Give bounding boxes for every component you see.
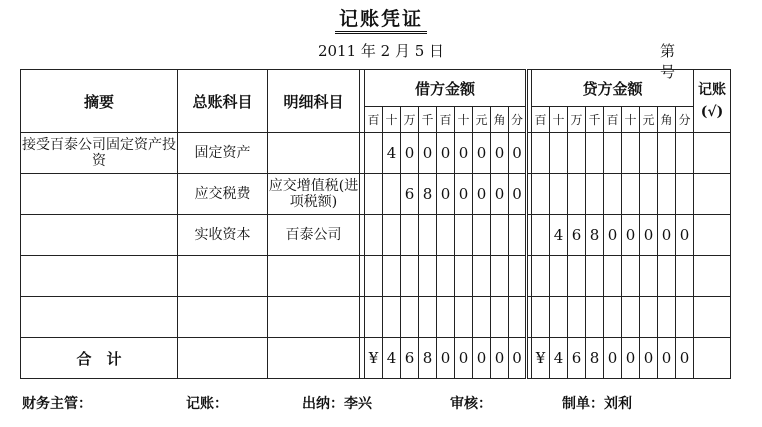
debit-digit-4 (437, 215, 455, 256)
credit-digit-7: 0 (658, 215, 676, 256)
debit-digit-8 (509, 215, 527, 256)
debit-unit-3: 千 (419, 107, 437, 133)
general-account-cell: 实收资本 (178, 215, 268, 256)
credit-unit-6: 元 (640, 107, 658, 133)
debit-total-digit-8: 0 (509, 338, 527, 379)
credit-digit-4 (604, 256, 622, 297)
debit-digit-1 (383, 215, 401, 256)
posted-header (694, 70, 731, 133)
debit-total-digit-2: 6 (401, 338, 419, 379)
credit-digit-0 (532, 215, 550, 256)
debit-digit-3: 8 (419, 174, 437, 215)
credit-total-digit-2: 6 (568, 338, 586, 379)
credit-digit-5 (622, 174, 640, 215)
debit-digit-4 (437, 256, 455, 297)
posted-cell[interactable] (694, 256, 731, 297)
credit-digit-1 (550, 133, 568, 174)
debit-digit-0 (365, 256, 383, 297)
credit-digit-8 (676, 174, 694, 215)
credit-digit-8 (676, 297, 694, 338)
bookkeeper-label: 记账： (186, 396, 228, 412)
debit-digit-5: 0 (455, 174, 473, 215)
summary-cell (21, 174, 178, 215)
credit-digit-4: 0 (604, 215, 622, 256)
credit-digit-6 (640, 256, 658, 297)
general-account-cell (178, 297, 268, 338)
debit-digit-7 (491, 256, 509, 297)
debit-total-digit-4: 0 (437, 338, 455, 379)
credit-digit-8 (676, 133, 694, 174)
debit-unit-5: 十 (455, 107, 473, 133)
posted-check-mark: (√) (700, 104, 724, 120)
debit-total-digit-3: 8 (419, 338, 437, 379)
debit-digit-3 (419, 256, 437, 297)
debit-digit-0 (365, 133, 383, 174)
credit-digit-5: 0 (622, 215, 640, 256)
debit-digit-7: 0 (491, 174, 509, 215)
summary-cell: 接受百泰公司固定资产投资 (21, 133, 178, 174)
credit-total-digit-7: 0 (658, 338, 676, 379)
general-account-cell (178, 338, 268, 379)
debit-digit-2 (401, 297, 419, 338)
debit-digit-4: 0 (437, 174, 455, 215)
detail-account-header: 明细科目 (268, 70, 360, 133)
debit-digit-6 (473, 256, 491, 297)
credit-digit-3 (586, 256, 604, 297)
credit-digit-0 (532, 174, 550, 215)
credit-digit-3: 8 (586, 215, 604, 256)
voucher-number-label: 第 号 (660, 42, 739, 81)
debit-digit-8: 0 (509, 174, 527, 215)
debit-digit-1 (383, 297, 401, 338)
debit-digit-5 (455, 297, 473, 338)
credit-unit-0: 百 (532, 107, 550, 133)
summary-cell (21, 297, 178, 338)
credit-header: 贷方金额 (532, 70, 694, 107)
debit-header: 借方金额 (365, 70, 527, 107)
debit-digit-5 (455, 256, 473, 297)
debit-digit-1 (383, 256, 401, 297)
credit-unit-3: 千 (586, 107, 604, 133)
debit-digit-3: 0 (419, 133, 437, 174)
entry-row (21, 215, 731, 256)
debit-digit-0 (365, 297, 383, 338)
debit-digit-2 (401, 256, 419, 297)
debit-unit-0: 百 (365, 107, 383, 133)
posted-cell[interactable] (694, 215, 731, 256)
debit-digit-1 (383, 174, 401, 215)
credit-digit-6 (640, 133, 658, 174)
credit-total-digit-5: 0 (622, 338, 640, 379)
detail-account-cell (268, 297, 360, 338)
debit-total-digit-1: 4 (383, 338, 401, 379)
credit-total-digit-0: ¥ (532, 338, 550, 379)
credit-total-digit-4: 0 (604, 338, 622, 379)
credit-total-digit-6: 0 (640, 338, 658, 379)
debit-digit-8 (509, 297, 527, 338)
credit-digit-8 (676, 256, 694, 297)
credit-digit-4 (604, 133, 622, 174)
credit-digit-8: 0 (676, 215, 694, 256)
credit-digit-7 (658, 174, 676, 215)
posted-label: 记账 (698, 82, 726, 98)
credit-digit-1: 4 (550, 215, 568, 256)
reviewer-label: 审核： (450, 396, 492, 412)
credit-digit-2 (568, 174, 586, 215)
debit-digit-7: 0 (491, 133, 509, 174)
debit-unit-2: 万 (401, 107, 419, 133)
credit-digit-1 (550, 256, 568, 297)
credit-digit-3 (586, 133, 604, 174)
credit-digit-0 (532, 133, 550, 174)
credit-digit-7 (658, 297, 676, 338)
general-account-cell: 固定资产 (178, 133, 268, 174)
debit-unit-8: 分 (509, 107, 527, 133)
general-account-header: 总账科目 (178, 70, 268, 133)
debit-digit-6: 0 (473, 133, 491, 174)
debit-digit-8 (509, 256, 527, 297)
debit-total-digit-6: 0 (473, 338, 491, 379)
detail-account-cell: 百泰公司 (268, 215, 360, 256)
credit-digit-2 (568, 256, 586, 297)
credit-unit-7: 角 (658, 107, 676, 133)
debit-digit-2 (401, 215, 419, 256)
debit-unit-4: 百 (437, 107, 455, 133)
detail-account-cell (268, 256, 360, 297)
detail-account-cell (268, 133, 360, 174)
general-account-cell (178, 256, 268, 297)
credit-digit-1 (550, 297, 568, 338)
credit-total-digit-8: 0 (676, 338, 694, 379)
debit-total-digit-5: 0 (455, 338, 473, 379)
debit-digit-6 (473, 215, 491, 256)
debit-digit-1: 4 (383, 133, 401, 174)
credit-digit-2 (568, 133, 586, 174)
debit-digit-3 (419, 297, 437, 338)
credit-digit-6 (640, 297, 658, 338)
credit-digit-2: 6 (568, 215, 586, 256)
finance-supervisor-label: 财务主管： (22, 396, 92, 412)
debit-unit-7: 角 (491, 107, 509, 133)
general-account-cell: 应交税费 (178, 174, 268, 215)
summary-cell (21, 215, 178, 256)
header-row (21, 70, 731, 107)
credit-digit-6 (640, 174, 658, 215)
summary-cell (21, 256, 178, 297)
voucher-table (20, 69, 731, 379)
posted-cell[interactable] (694, 338, 731, 379)
credit-unit-4: 百 (604, 107, 622, 133)
total-row (21, 338, 731, 379)
credit-digit-5 (622, 297, 640, 338)
detail-account-cell: 应交增值税(进项税额) (268, 174, 360, 215)
entry-row (21, 133, 731, 174)
credit-digit-3 (586, 297, 604, 338)
voucher-date: 2011 年 2 月 5 日 (317, 42, 445, 60)
posted-cell[interactable] (694, 133, 731, 174)
debit-digit-4: 0 (437, 133, 455, 174)
credit-digit-0 (532, 297, 550, 338)
debit-digit-2: 6 (401, 174, 419, 215)
credit-digit-4 (604, 174, 622, 215)
credit-total-digit-3: 8 (586, 338, 604, 379)
debit-digit-7 (491, 297, 509, 338)
credit-total-digit-1: 4 (550, 338, 568, 379)
debit-digit-5 (455, 215, 473, 256)
credit-unit-5: 十 (622, 107, 640, 133)
debit-digit-5: 0 (455, 133, 473, 174)
debit-unit-1: 十 (383, 107, 401, 133)
posted-cell[interactable] (694, 297, 731, 338)
credit-digit-5 (622, 133, 640, 174)
debit-digit-2: 0 (401, 133, 419, 174)
debit-digit-3 (419, 215, 437, 256)
debit-total-digit-7: 0 (491, 338, 509, 379)
credit-unit-8: 分 (676, 107, 694, 133)
credit-digit-4 (604, 297, 622, 338)
credit-digit-3 (586, 174, 604, 215)
debit-digit-4 (437, 297, 455, 338)
debit-digit-8: 0 (509, 133, 527, 174)
credit-digit-1 (550, 174, 568, 215)
debit-digit-0 (365, 174, 383, 215)
credit-digit-7 (658, 256, 676, 297)
total-label: 合 计 (21, 338, 178, 379)
credit-digit-2 (568, 297, 586, 338)
detail-account-cell (268, 338, 360, 379)
preparer-label: 制单：刘利 (562, 396, 632, 412)
entry-row (21, 174, 731, 215)
cashier-label: 出纳：李兴 (302, 396, 372, 412)
debit-digit-6 (473, 297, 491, 338)
credit-digit-5 (622, 256, 640, 297)
credit-digit-6: 0 (640, 215, 658, 256)
entry-row (21, 297, 731, 338)
debit-digit-6: 0 (473, 174, 491, 215)
debit-digit-7 (491, 215, 509, 256)
voucher-title: 记账凭证 (0, 8, 762, 34)
credit-digit-0 (532, 256, 550, 297)
debit-unit-6: 元 (473, 107, 491, 133)
posted-cell[interactable] (694, 174, 731, 215)
credit-digit-7 (658, 133, 676, 174)
credit-unit-1: 十 (550, 107, 568, 133)
entry-row (21, 256, 731, 297)
debit-total-digit-0: ¥ (365, 338, 383, 379)
debit-digit-0 (365, 215, 383, 256)
summary-header: 摘要 (21, 70, 178, 133)
credit-unit-2: 万 (568, 107, 586, 133)
